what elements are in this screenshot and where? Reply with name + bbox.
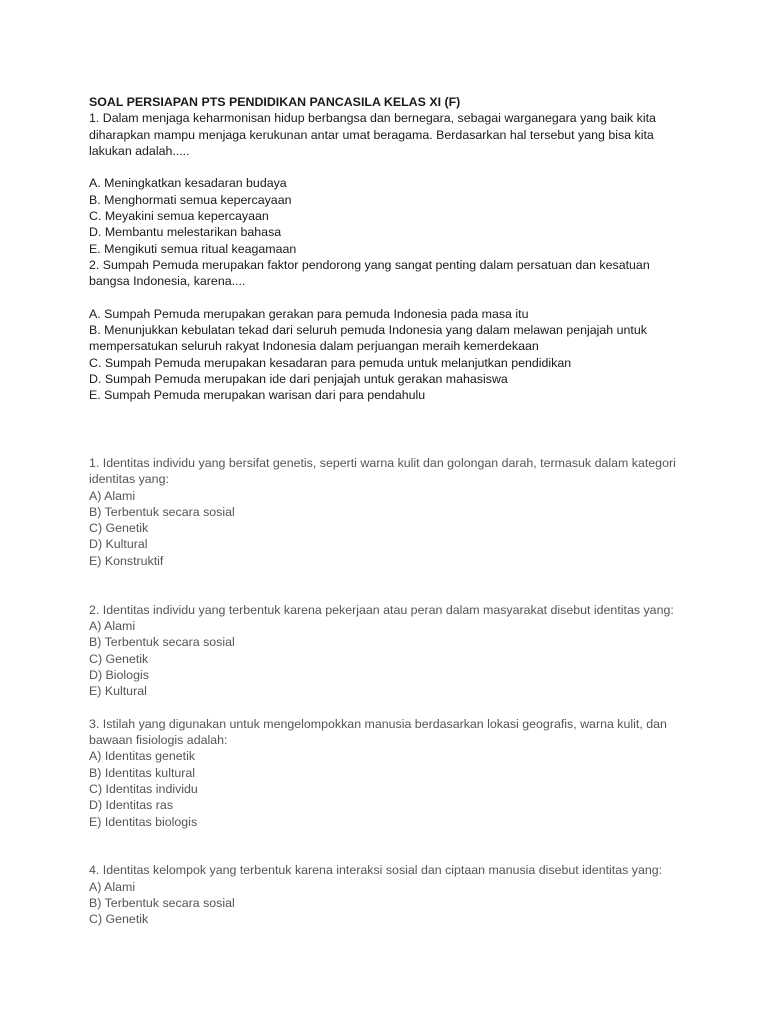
part1-section <box>89 94 689 404</box>
answer-option: E) Kultural <box>89 684 147 699</box>
answer-option: E) Konstruktif <box>89 553 164 568</box>
part2-section <box>89 455 689 960</box>
answer-option: B. Menghormati semua kepercayaan <box>89 192 292 207</box>
answer-option: C) Identitas individu <box>89 781 198 796</box>
answer-option: A. Sumpah Pemuda merupakan gerakan para pemuda Indonesia pada masa itu <box>89 306 529 321</box>
question-text: 1. Identitas individu yang bersifat genetis, seperti warna kulit dan golongan darah, termasuk dalam kategori identitas yang: <box>89 456 676 487</box>
answer-option: A. Meningkatkan kesadaran budaya <box>89 176 287 191</box>
question-block <box>89 716 689 830</box>
question-text: 2. Sumpah Pemuda merupakan faktor pendorong yang sangat penting dalam persatuan dan kesatuan bangsa Indonesia, karena.... <box>89 257 650 289</box>
answer-option: D) Kultural <box>89 537 148 552</box>
answer-option: D) Biologis <box>89 667 149 682</box>
answer-option: A) Alami <box>89 879 136 894</box>
question-block <box>89 455 689 569</box>
answer-option: C) Genetik <box>89 521 149 536</box>
question-block <box>89 602 689 700</box>
answer-option: E) Identitas biologis <box>89 814 198 829</box>
answer-option: D. Membantu melestarikan bahasa <box>89 225 282 240</box>
answer-option: B) Terbentuk secara sosial <box>89 635 235 650</box>
answer-option: C. Sumpah Pemuda merupakan kesadaran para pemuda untuk melanjutkan pendidikan <box>89 355 572 370</box>
answer-option: A) Alami <box>89 488 136 503</box>
answer-option: D) Identitas ras <box>89 798 174 813</box>
answer-option: C. Meyakini semua kepercayaan <box>89 209 269 224</box>
answer-option: A) Identitas genetik <box>89 749 196 764</box>
answer-option: B. Menunjukkan kebulatan tekad dari seluruh pemuda Indonesia yang dalam melawan penjajah untuk mempersatukan seluruh rakyat Indonesia dalam perjuangan meraih kemerdekaan <box>89 323 647 354</box>
answer-option: C) Genetik <box>89 912 149 927</box>
answer-option: E. Mengikuti semua ritual keagamaan <box>89 241 297 256</box>
answer-option: C) Genetik <box>89 651 149 666</box>
answer-option: B) Identitas kultural <box>89 765 196 780</box>
question-block <box>89 862 689 927</box>
answer-option: B) Terbentuk secara sosial <box>89 896 235 911</box>
document-title: SOAL PERSIAPAN PTS PENDIDIKAN PANCASILA KELAS XI (F) <box>89 95 461 109</box>
answer-option: E. Sumpah Pemuda merupakan warisan dari para pendahulu <box>89 388 426 403</box>
answer-option: B) Terbentuk secara sosial <box>89 504 235 519</box>
question-text: 3. Istilah yang digunakan untuk mengelompokkan manusia berdasarkan lokasi geografis, warna kulit, dan bawaan fisiologis adalah: <box>89 716 667 748</box>
question-text: 1. Dalam menjaga keharmonisan hidup berbangsa dan bernegara, sebagai warganegara yang baik kita diharapkan mampu menjaga kerukunan antar umat beragama. Berdasarkan hal tersebut yang bisa kita lakukan adalah..... <box>89 111 656 158</box>
question-text: 4. Identitas kelompok yang terbentuk karena interaksi sosial dan ciptaan manusia disebut identitas yang: <box>89 863 663 878</box>
answer-option: D. Sumpah Pemuda merupakan ide dari penjajah untuk gerakan mahasiswa <box>89 372 508 387</box>
question-text: 2. Identitas individu yang terbentuk karena pekerjaan atau peran dalam masyarakat disebut identitas yang: <box>89 602 674 617</box>
answer-option: A) Alami <box>89 618 136 633</box>
